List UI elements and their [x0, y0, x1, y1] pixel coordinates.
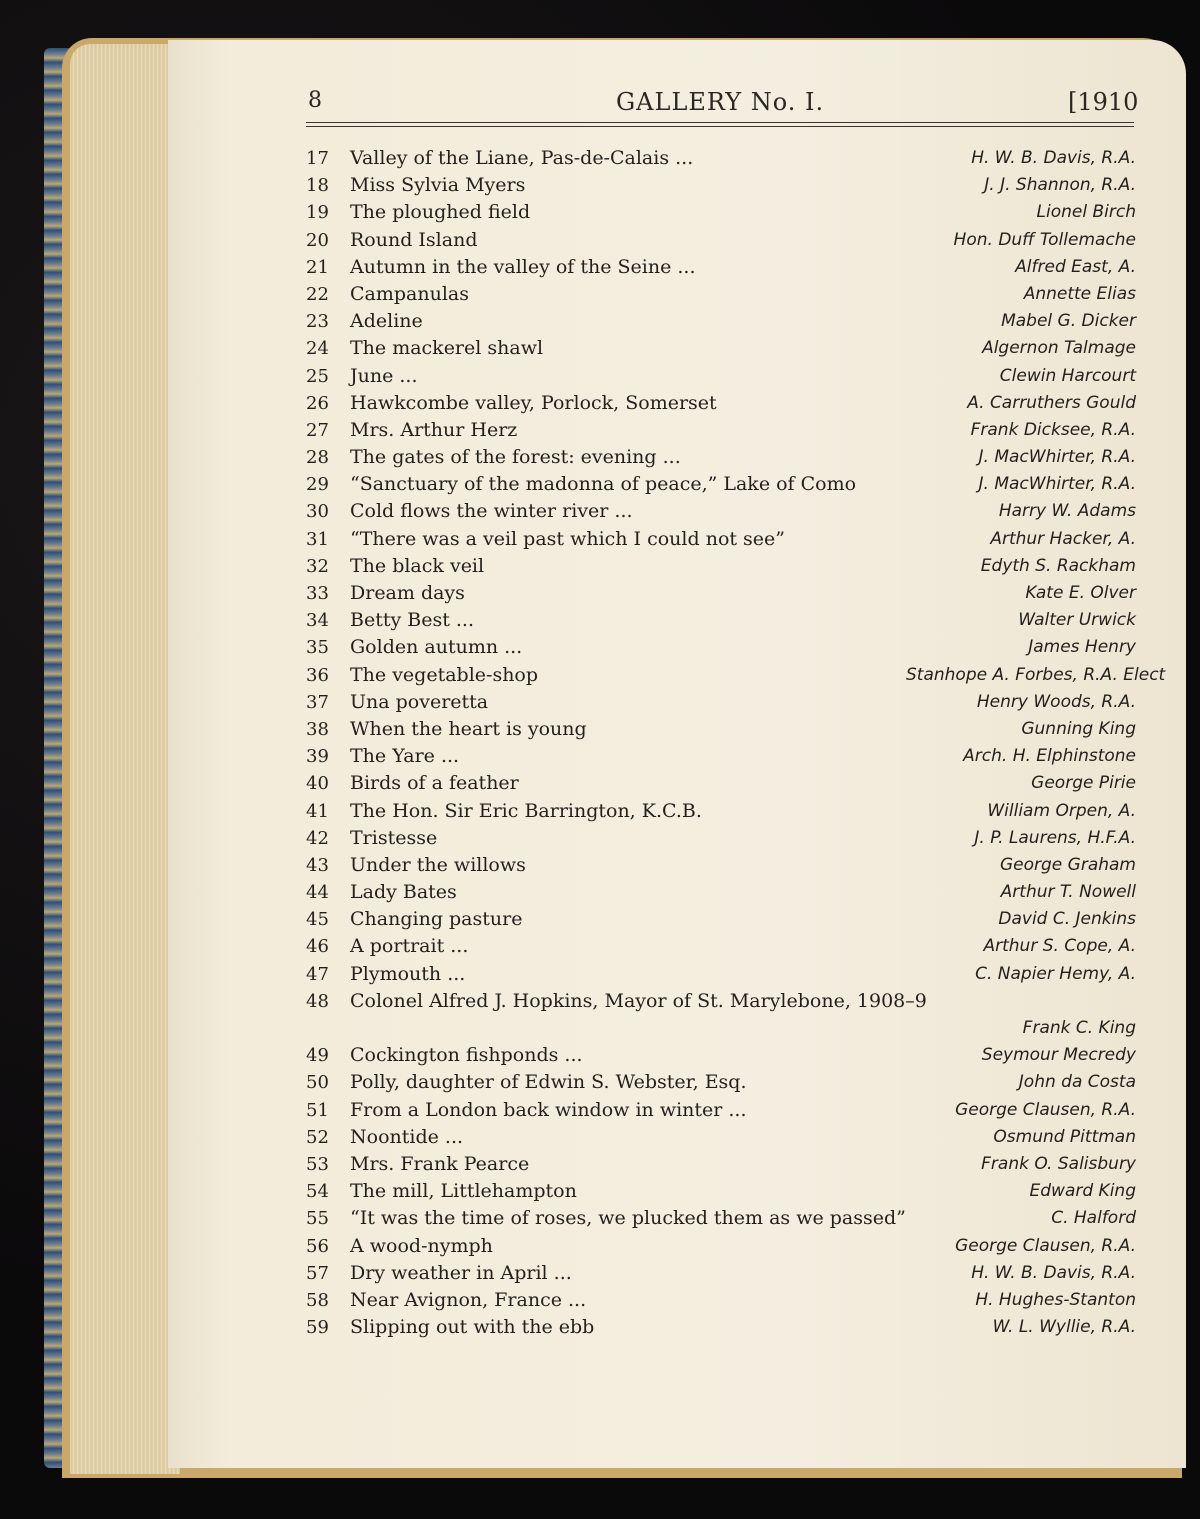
page-title: GALLERY No. I.	[616, 88, 825, 116]
catalogue-entry	[306, 852, 1140, 879]
entry-number: 43	[306, 854, 329, 876]
entry-title	[350, 770, 925, 797]
entry-number: 24	[306, 338, 329, 360]
catalogue-entry	[306, 281, 1140, 308]
entry-artist: C. Napier Hemy, A.	[975, 963, 1136, 984]
year-label: [1910	[1068, 88, 1139, 116]
entry-title-text: June ...	[350, 364, 418, 387]
entry-artist: Edyth S. Rackham	[980, 555, 1136, 576]
entry-number: 20	[306, 229, 329, 251]
catalogue-entry	[306, 199, 1140, 226]
entry-number: 51	[306, 1099, 329, 1121]
catalogue-entry	[306, 363, 1140, 390]
entry-title-text: Plymouth ...	[350, 962, 466, 985]
entry-artist: Stanhope A. Forbes, R.A. Elect	[906, 664, 1166, 685]
entry-title-text: Hawkcombe valley, Porlock, Somerset	[350, 391, 717, 414]
entry-artist: Seymour Mecredy	[981, 1045, 1136, 1066]
entry-title-text: Campanulas	[350, 282, 470, 305]
entry-number: 56	[306, 1235, 329, 1257]
entry-title	[350, 1260, 925, 1287]
entry-title-text: Birds of a feather	[350, 772, 519, 795]
entry-title	[350, 363, 925, 390]
entry-number: 46	[306, 936, 329, 958]
entry-number: 53	[306, 1153, 329, 1175]
entry-artist: George Clausen, R.A.	[955, 1235, 1136, 1256]
catalogue-entry	[306, 798, 1140, 825]
entry-artist: Frank O. Salisbury	[981, 1153, 1136, 1174]
entry-artist: Annette Elias	[1023, 283, 1136, 304]
entry-artist: H. Hughes-Stanton	[975, 1289, 1136, 1310]
entry-number: 23	[306, 311, 329, 333]
entry-title-text: A portrait ...	[350, 935, 469, 958]
catalogue-entry	[306, 498, 1140, 525]
entry-title	[350, 607, 925, 634]
entry-title-text: The mill, Littlehampton	[350, 1180, 577, 1203]
entry-title	[350, 580, 925, 607]
catalogue-entry	[306, 906, 1140, 933]
entry-artist: George Clausen, R.A.	[955, 1099, 1136, 1120]
entry-title-text: The Hon. Sir Eric Barrington, K.C.B.	[350, 799, 702, 822]
entry-number: 30	[306, 501, 329, 523]
entry-title-text: Valley of the Liane, Pas-de-Calais ...	[350, 147, 694, 169]
entry-artist: George Pirie	[1031, 773, 1136, 794]
entry-title	[350, 308, 925, 335]
entry-artist: Harry W. Adams	[998, 501, 1136, 522]
catalogue-entry	[306, 1069, 1140, 1096]
catalogue-entry	[306, 634, 1140, 661]
entry-artist: David C. Jenkins	[998, 909, 1136, 930]
entry-artist: H. W. B. Davis, R.A.	[971, 148, 1136, 168]
entry-title	[350, 825, 925, 852]
entry-title-text: Round Island	[350, 228, 478, 251]
running-header	[300, 88, 1140, 124]
entry-number: 21	[306, 256, 329, 278]
entry-title-text: Near Avignon, France ...	[350, 1288, 587, 1311]
catalogue-entry	[306, 390, 1140, 417]
entry-number: 47	[306, 963, 329, 985]
entry-title	[350, 471, 925, 498]
entry-title	[350, 906, 925, 933]
catalogue-entry	[306, 716, 1140, 743]
entry-artist: Algernon Talmage	[982, 338, 1136, 359]
entry-title-text: “It was the time of roses, we plucked them as we passed”	[350, 1207, 906, 1230]
header-rule	[306, 122, 1134, 127]
entry-number: 39	[306, 746, 329, 768]
entry-title-text: The vegetable-shop	[350, 663, 539, 686]
entry-artist: J. MacWhirter, R.A.	[978, 474, 1136, 495]
catalogue-entry	[306, 335, 1140, 362]
entry-title-text: Miss Sylvia Myers	[350, 174, 526, 197]
entry-title	[350, 498, 925, 525]
entry-number: 42	[306, 827, 329, 849]
entry-title	[350, 390, 925, 417]
entry-artist: Arch. H. Elphinstone	[963, 746, 1136, 767]
entry-title-text: A wood-nymph	[350, 1234, 493, 1257]
entry-artist: H. W. B. Davis, R.A.	[971, 1262, 1136, 1283]
entry-title-text: The gates of the forest: evening ...	[350, 446, 681, 469]
entry-artist: Henry Woods, R.A.	[976, 691, 1136, 712]
entry-artist: Arthur T. Nowell	[1000, 882, 1136, 903]
entry-title	[350, 1151, 925, 1178]
entry-artist: William Orpen, A.	[987, 800, 1136, 821]
entry-number: 18	[306, 175, 329, 197]
entry-artist: J. MacWhirter, R.A.	[978, 447, 1136, 468]
catalogue-entry	[306, 580, 1140, 607]
entry-title-text: The Yare ...	[350, 745, 460, 768]
entry-artist: J. P. Laurens, H.F.A.	[974, 827, 1136, 848]
entry-title-text: Under the willows	[350, 853, 526, 876]
entry-number: 38	[306, 718, 329, 740]
entry-number: 33	[306, 583, 329, 604]
entry-title	[350, 961, 925, 988]
catalogue-entry	[306, 417, 1140, 444]
entry-title-text: Dream days	[350, 582, 465, 604]
entry-title-text: Autumn in the valley of the Seine ...	[350, 255, 696, 278]
catalogue-entry	[306, 825, 1140, 852]
entry-title-text: The black veil	[350, 554, 485, 577]
catalogue-entry	[306, 444, 1140, 471]
entry-title	[350, 1233, 925, 1260]
entry-artist: Edward King	[1029, 1181, 1136, 1202]
entry-title	[350, 281, 925, 308]
catalogue-entry	[306, 689, 1140, 716]
entry-title-text: Colonel Alfred J. Hopkins, Mayor of St. Marylebone, 1908–9	[350, 989, 927, 1012]
entry-number: 57	[306, 1262, 329, 1284]
entry-title-text: Dry weather in April ...	[350, 1261, 572, 1284]
entry-number: 26	[306, 392, 329, 414]
entry-title-text: Tristesse	[350, 826, 438, 849]
page-number: 8	[308, 88, 322, 113]
catalogue-entry	[306, 961, 1140, 988]
entry-title	[350, 689, 925, 716]
entry-number: 36	[306, 664, 329, 686]
entry-number: 58	[306, 1289, 329, 1311]
entry-title-text: Golden autumn ...	[350, 636, 523, 659]
entry-number: 37	[306, 691, 329, 713]
catalogue-entry	[306, 145, 1140, 172]
entry-title-text: The ploughed field	[350, 201, 531, 224]
entry-title-text: Adeline	[350, 310, 423, 333]
entry-title	[350, 444, 925, 471]
entry-title	[350, 172, 925, 199]
catalogue-entry	[306, 1233, 1140, 1260]
entry-title-text: Una poveretta	[350, 690, 489, 713]
catalogue-entry	[306, 308, 1140, 335]
entry-title-text: Polly, daughter of Edwin S. Webster, Esq.	[350, 1071, 747, 1094]
entry-title-text: Mrs. Frank Pearce	[350, 1152, 530, 1175]
entry-title	[350, 254, 925, 281]
entry-number: 44	[306, 882, 329, 904]
entry-number: 32	[306, 555, 329, 577]
entry-title-text: When the heart is young	[350, 717, 587, 740]
catalogue-entry	[306, 1260, 1140, 1287]
entry-artist: Osmund Pittman	[993, 1126, 1136, 1147]
entry-title	[350, 879, 925, 906]
entry-artist: Kate E. Olver	[1025, 583, 1136, 603]
entry-title	[350, 1287, 925, 1314]
entry-title	[350, 798, 925, 825]
catalogue-entry	[306, 743, 1140, 770]
entry-title	[350, 145, 925, 172]
entry-number: 29	[306, 474, 329, 496]
catalogue-entry	[306, 1097, 1140, 1124]
entry-number: 27	[306, 419, 329, 441]
entry-title	[350, 1097, 925, 1124]
entry-title	[350, 933, 925, 960]
entry-title	[350, 1178, 925, 1205]
entry-title	[350, 199, 925, 226]
entry-artist: A. Carruthers Gould	[967, 392, 1136, 413]
catalogue-entry	[306, 662, 1166, 689]
entry-title-text: “Sanctuary of the madonna of peace,” Lake of Como	[350, 473, 857, 496]
entry-number: 25	[306, 365, 329, 387]
entry-artist: John da Costa	[1018, 1072, 1136, 1093]
entry-artist: Hon. Duff Tollemache	[953, 229, 1136, 250]
entry-number: 19	[306, 202, 329, 224]
entry-artist: C. Halford	[1051, 1208, 1136, 1229]
entry-artist: Alfred East, A.	[1015, 256, 1136, 277]
entry-title	[350, 417, 925, 444]
entry-title-text: Betty Best ...	[350, 609, 475, 632]
entry-artist: W. L. Wyllie, R.A.	[992, 1317, 1136, 1338]
entry-title	[350, 227, 925, 254]
entry-number: 48	[306, 990, 329, 1012]
entry-number: 59	[306, 1317, 329, 1339]
entry-title	[350, 1042, 925, 1069]
entry-number: 55	[306, 1208, 329, 1230]
entry-title	[350, 335, 925, 362]
catalogue-entry	[306, 607, 1140, 634]
entry-title-text: Changing pasture	[350, 908, 523, 931]
catalogue-entry	[306, 227, 1140, 254]
entry-title-text: Cold flows the winter river ...	[350, 500, 633, 523]
entry-artist: Mabel G. Dicker	[1001, 311, 1136, 332]
entry-title	[350, 988, 1150, 1015]
entry-title	[350, 716, 925, 743]
catalogue-entry	[306, 1205, 1140, 1232]
entry-artist: Lionel Birch	[1036, 202, 1136, 223]
entry-artist: James Henry	[1028, 637, 1136, 658]
entry-artist: J. J. Shannon, R.A.	[984, 175, 1136, 196]
catalogue-entry	[306, 172, 1140, 199]
catalogue-entry	[306, 1314, 1140, 1341]
catalogue-entry	[306, 526, 1140, 553]
entry-artist: Walter Urwick	[1018, 610, 1136, 631]
entry-number: 49	[306, 1045, 329, 1067]
entry-number: 17	[306, 148, 329, 169]
entry-title-text: The mackerel shawl	[350, 337, 544, 360]
entry-number: 52	[306, 1126, 329, 1148]
entry-artist: Arthur S. Cope, A.	[983, 936, 1136, 957]
entry-title	[350, 852, 925, 879]
entry-number: 54	[306, 1181, 329, 1203]
entry-artist: Arthur Hacker, A.	[990, 528, 1136, 549]
entry-title	[350, 743, 925, 770]
entry-artist: Gunning King	[1021, 718, 1136, 739]
entry-title	[350, 526, 925, 553]
entry-artist: Clewin Harcourt	[999, 365, 1136, 386]
entry-title	[350, 662, 925, 689]
entry-title-text: From a London back window in winter ...	[350, 1098, 747, 1121]
entry-number: 41	[306, 800, 329, 822]
entry-number: 22	[306, 283, 329, 305]
catalogue-list	[306, 145, 1166, 1360]
entry-title-text: “There was a veil past which I could not see”	[350, 527, 786, 550]
catalogue-entry	[306, 988, 1140, 1042]
catalogue-entry	[306, 770, 1140, 797]
page-stack	[70, 44, 180, 1474]
entry-artist: George Graham	[999, 854, 1136, 875]
catalogue-entry	[306, 879, 1140, 906]
entry-artist: Frank C. King	[1022, 1017, 1136, 1038]
entry-title	[350, 634, 925, 661]
entry-title	[350, 1205, 925, 1232]
entry-title-text: Lady Bates	[350, 881, 457, 904]
entry-number: 40	[306, 773, 329, 795]
entry-title-text: Slipping out with the ebb	[350, 1316, 595, 1339]
entry-title	[350, 553, 925, 580]
entry-number: 34	[306, 610, 329, 632]
entry-title-text: Noontide ...	[350, 1125, 464, 1148]
entry-number: 50	[306, 1072, 329, 1094]
catalogue-entry	[306, 1124, 1140, 1151]
entry-title	[350, 1314, 925, 1341]
catalogue-entry	[306, 553, 1140, 580]
entry-title	[350, 1124, 925, 1151]
entry-title	[350, 1069, 925, 1096]
catalogue-entry	[306, 1042, 1140, 1069]
entry-number: 45	[306, 909, 329, 931]
catalogue-entry	[306, 1178, 1140, 1205]
entry-number: 31	[306, 528, 329, 550]
catalogue-entry	[306, 933, 1140, 960]
entry-title-text: Mrs. Arthur Herz	[350, 418, 518, 441]
entry-number: 28	[306, 447, 329, 469]
entry-artist: Frank Dicksee, R.A.	[970, 419, 1136, 440]
entry-number: 35	[306, 637, 329, 659]
catalogue-entry	[306, 471, 1140, 498]
catalogue-entry	[306, 254, 1140, 281]
catalogue-entry	[306, 1287, 1140, 1314]
catalogue-entry	[306, 1151, 1140, 1178]
entry-title-text: Cockington fishponds ...	[350, 1044, 583, 1067]
